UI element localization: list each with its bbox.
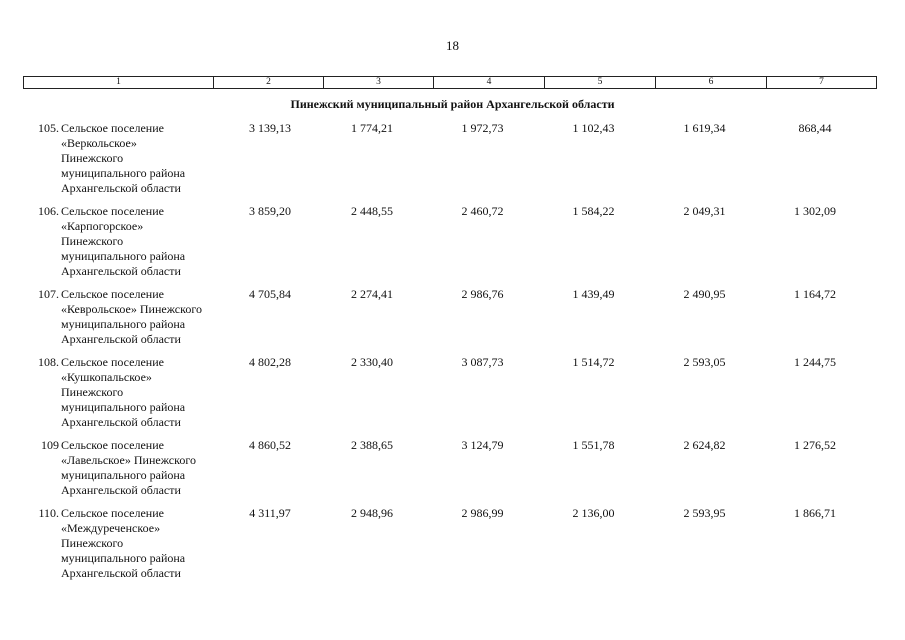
value-col-5: 1 514,72 bbox=[572, 355, 615, 369]
value-col-2: 3 859,20 bbox=[249, 204, 291, 218]
value-col-3: 2 948,96 bbox=[351, 506, 393, 520]
header-col-5: 5 bbox=[545, 77, 656, 89]
value-col-4: 2 986,99 bbox=[461, 506, 504, 520]
column-number-header bbox=[23, 76, 877, 89]
value-col-4: 2 460,72 bbox=[461, 204, 504, 218]
value-col-2: 4 802,28 bbox=[249, 355, 291, 369]
value-col-2: 4 860,52 bbox=[249, 438, 291, 452]
value-col-7: 1 302,09 bbox=[794, 204, 836, 218]
value-col-6: 2 593,95 bbox=[683, 506, 726, 520]
value-col-5: 1 102,43 bbox=[572, 121, 615, 135]
row-number: 108. bbox=[38, 355, 59, 369]
header-col-4: 4 bbox=[434, 77, 545, 89]
value-col-4: 2 986,76 bbox=[461, 287, 504, 301]
value-col-7: 1 244,75 bbox=[794, 355, 836, 369]
value-col-3: 2 448,55 bbox=[351, 204, 393, 218]
value-col-3: 2 388,65 bbox=[351, 438, 393, 452]
region-title: Пинежский муниципальный район Архангельской области bbox=[290, 97, 615, 111]
settlement-name: Сельское поселение «Веркольское» Пинежского муниципального района Архангельской области bbox=[61, 121, 186, 195]
header-col-7: 7 bbox=[767, 77, 877, 89]
value-col-7: 1 276,52 bbox=[794, 438, 836, 452]
row-number: 110. bbox=[38, 506, 59, 520]
value-col-4: 3 087,73 bbox=[461, 355, 504, 369]
value-col-5: 1 551,78 bbox=[572, 438, 615, 452]
header-col-2: 2 bbox=[214, 77, 324, 89]
value-col-5: 1 584,22 bbox=[572, 204, 615, 218]
value-col-6: 1 619,34 bbox=[683, 121, 726, 135]
value-col-4: 1 972,73 bbox=[461, 121, 504, 135]
value-col-2: 4 705,84 bbox=[249, 287, 291, 301]
value-col-7: 1 164,72 bbox=[794, 287, 836, 301]
settlement-name: Сельское поселение «Лавельское» Пинежского муниципального района Архангельской области bbox=[61, 438, 196, 497]
table-row bbox=[23, 204, 870, 279]
row-number: 105. bbox=[38, 121, 59, 135]
header-col-3: 3 bbox=[324, 77, 434, 89]
value-col-5: 1 439,49 bbox=[572, 287, 615, 301]
table-row bbox=[23, 287, 870, 347]
value-col-2: 3 139,13 bbox=[249, 121, 291, 135]
value-col-6: 2 049,31 bbox=[683, 204, 726, 218]
value-col-3: 2 274,41 bbox=[351, 287, 393, 301]
settlement-name: Сельское поселение «Междуреченское» Пинежского муниципального района Архангельской области bbox=[61, 506, 186, 580]
value-col-7: 868,44 bbox=[798, 121, 832, 135]
table-row bbox=[23, 506, 870, 581]
value-col-4: 3 124,79 bbox=[461, 438, 504, 452]
settlement-name: Сельское поселение «Кушкопальское» Пинежского муниципального района Архангельской области bbox=[61, 355, 186, 429]
table-row bbox=[23, 355, 870, 430]
value-col-5: 2 136,00 bbox=[572, 506, 615, 520]
row-number: 109 bbox=[41, 438, 59, 452]
header-col-6: 6 bbox=[656, 77, 767, 89]
value-col-6: 2 490,95 bbox=[683, 287, 726, 301]
value-col-6: 2 624,82 bbox=[683, 438, 726, 452]
table-row bbox=[23, 121, 870, 196]
value-col-7: 1 866,71 bbox=[794, 506, 836, 520]
page-number: 18 bbox=[446, 38, 459, 53]
value-col-3: 1 774,21 bbox=[351, 121, 393, 135]
settlement-name: Сельское поселение «Карпогорское» Пинежского муниципального района Архангельской области bbox=[61, 204, 186, 278]
row-number: 106. bbox=[38, 204, 59, 218]
value-col-3: 2 330,40 bbox=[351, 355, 393, 369]
header-col-1: 1 bbox=[24, 77, 214, 89]
value-col-2: 4 311,97 bbox=[249, 506, 291, 520]
table-row bbox=[23, 438, 870, 498]
value-col-6: 2 593,05 bbox=[683, 355, 726, 369]
row-number: 107. bbox=[38, 287, 59, 301]
settlement-name: Сельское поселение «Кеврольское» Пинежского муниципального района Архангельской области bbox=[61, 287, 202, 346]
